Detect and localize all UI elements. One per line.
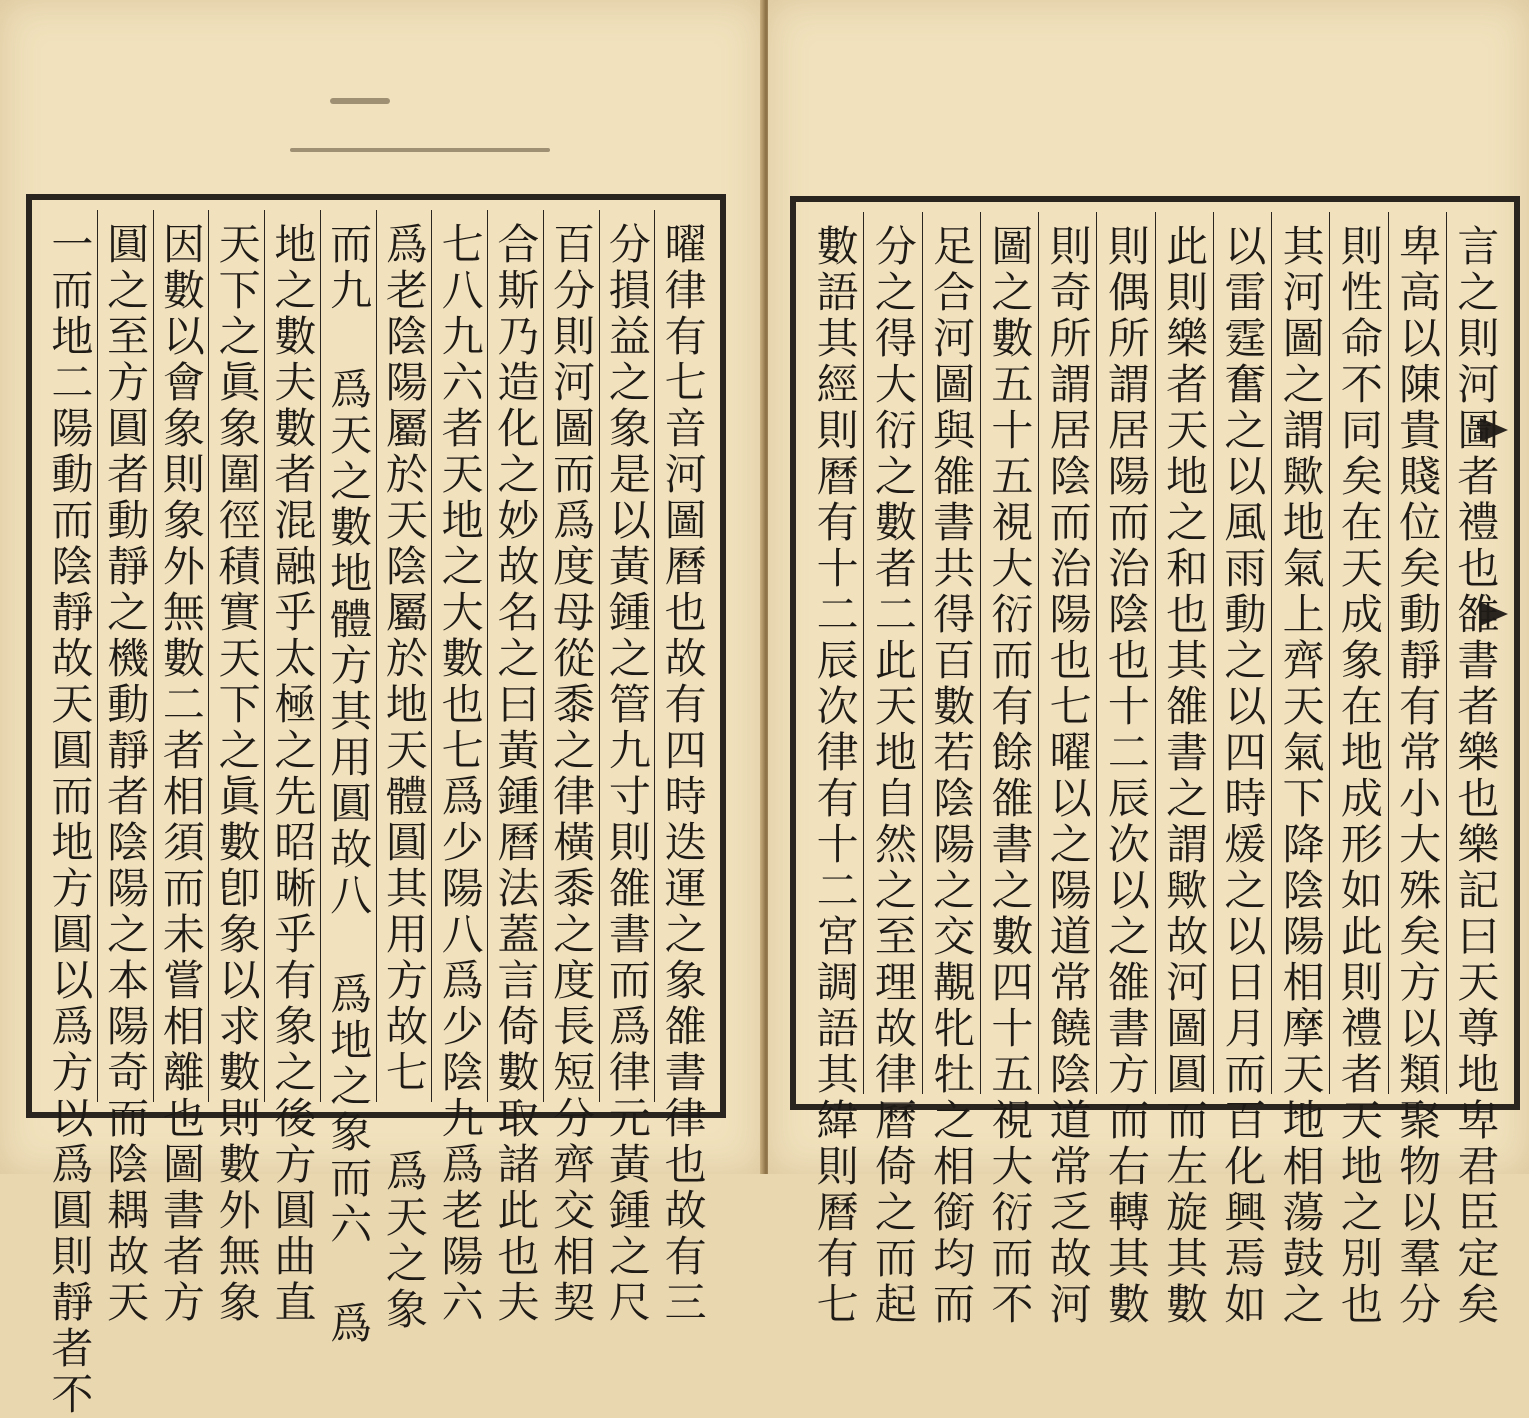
column-text: 則偶所謂居陽而治陰也十二辰次以之雒書方而右轉其數 [1101,224,1151,1328]
column-text: 圓之至方圓者動靜之機動靜者陰陽之本陽奇而陰耦故天 [101,222,151,1326]
text-column [153,210,209,1326]
column-text: 其河圖之謂歟地氣上齊天氣下降陰陽相摩天地相蕩鼓之 [1276,224,1326,1328]
column-text: 數語其經則曆有十二辰次律有十二宮調語其緯則曆有七 [810,224,860,1328]
text-column [806,212,863,1328]
column-text: 地之數夫數者混融乎太極之先昭晰乎有象之後方圓曲直 [268,222,318,1326]
text-column [1096,212,1154,1328]
text-column [42,210,97,1418]
column-text: 則性命不同矣在天成象在地成形如此則禮者天地之別也 [1334,224,1384,1328]
text-column [1329,212,1387,1328]
column-text: 而九 爲天之數地體方其用圓故八 爲地之象而六 爲 [324,222,374,1347]
text-column [376,210,432,1333]
column-text: 七八九六者天地之大數也七爲少陽八爲少陰九爲老陽六 [435,222,485,1326]
column-text: 此則樂者天地之和也其雒書之謂歟故河圖圓而左旋其數 [1160,224,1210,1328]
text-column [264,210,320,1326]
right-columns [806,212,1504,1328]
text-column [863,212,921,1328]
text-column [1155,212,1213,1328]
text-column [1388,212,1446,1328]
column-text: 分之得大衍之數者二此天地自然之至理故律曆倚之而起 [868,224,918,1328]
column-text: 足合河圖與雒書共得百數若陰陽之交覯牝牡之相銜均而 [927,224,977,1328]
text-column [599,210,655,1326]
text-column [980,212,1038,1328]
column-text: 一而地二陽動而陰靜故天圓而地方圓以爲方以爲圓則靜者不 [45,222,95,1418]
text-column [1446,212,1504,1328]
column-text: 分損益之象是以黃鍾之管九寸則雒書而爲律元黃鍾之尺 [602,222,652,1326]
column-text: 則奇所謂居陰而治陽也七曜以之陽道常饒陰道常乏故河 [1043,224,1093,1328]
left-page [0,0,762,1418]
ink-smudge [330,98,390,104]
column-text: 百分則河圖而爲度母從黍之律橫黍之度長短分齊交相契 [547,222,597,1326]
column-text: 爲老陰陽屬於天陰屬於地天體圓其用方故七 爲天之象 [379,222,429,1333]
column-text: 圖之數五十五視大衍而有餘雒書之數四十五視大衍而不 [985,224,1035,1328]
text-column [1213,212,1271,1328]
text-column [1271,212,1329,1328]
ink-smudge [290,148,550,152]
right-page [768,0,1529,1328]
column-text: 曜律有七音河圖曆也故有四時迭運之象雒書律也故有三 [658,222,708,1326]
text-column [543,210,599,1326]
text-column [320,210,376,1347]
column-text: 卑高以陳貴賤位矣動靜有常小大殊矣方以類聚物以羣分 [1393,224,1443,1328]
column-text: 以雷霆奮之以風雨動之以四時煖之以日月而百化興焉如 [1218,224,1268,1328]
left-text-frame [26,194,726,1418]
right-text-frame [790,196,1520,1328]
text-column [208,210,264,1326]
left-columns [42,210,710,1418]
column-text: 天下之眞象圍徑積實天下之眞數卽象以求數則數外無象 [212,222,262,1326]
text-column [97,210,153,1326]
text-column [922,212,980,1328]
column-text: 因數以會象則象外無數二者相須而未嘗相離也圖書者方 [156,222,206,1326]
column-text: 言之則河圖者禮也雒書者樂也樂記曰天尊地卑君臣定矣 [1451,224,1501,1328]
text-column [654,210,710,1326]
column-text: 合斯乃造化之妙故名之曰黃鍾曆法蓋言倚數取諸此也夫 [491,222,541,1326]
text-column [1038,212,1096,1328]
text-column [487,210,543,1326]
text-column [431,210,487,1326]
